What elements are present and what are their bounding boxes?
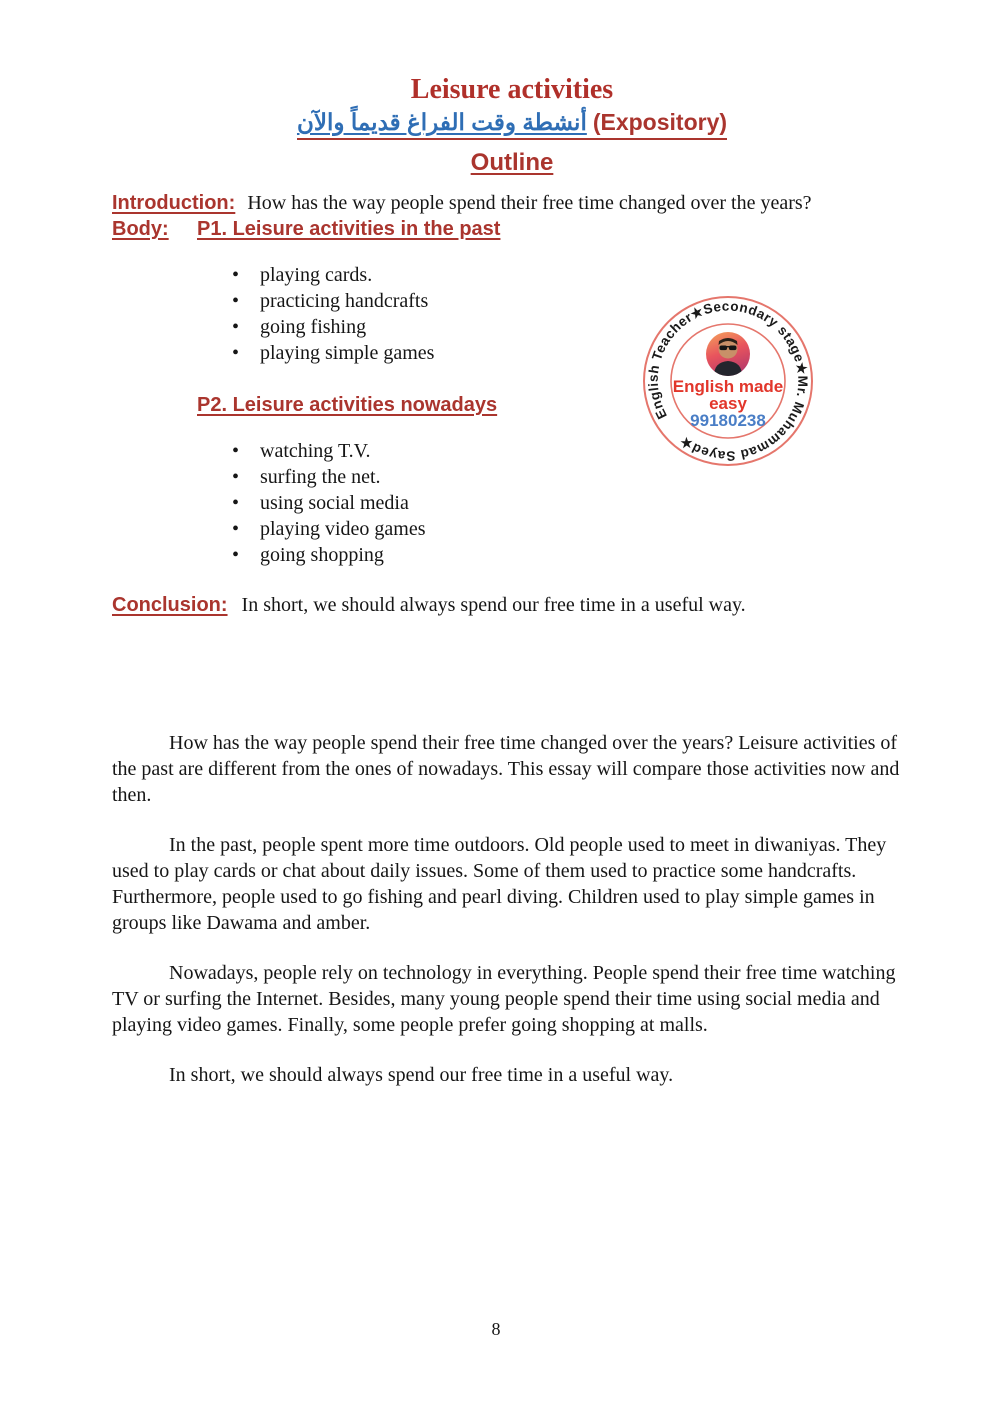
list-item: • watching T.V.	[112, 438, 912, 464]
list-item: • surfing the net.	[112, 464, 912, 490]
stamp-ring-text: English Teacher★Secondary stage★Mr. Muhammad Sayed★	[645, 298, 811, 464]
outline-heading: Outline	[470, 149, 554, 176]
list-item: • going shopping	[112, 542, 912, 568]
conclusion-text: In short, we should always spend our free time in a useful way.	[241, 594, 746, 616]
stamp-phone-number: 99180238	[690, 411, 766, 430]
p2-heading: P2. Leisure activities nowadays	[197, 394, 498, 416]
body-label: Body:	[112, 218, 169, 240]
conclusion-row	[112, 592, 912, 618]
p1-heading: P1. Leisure activities in the past	[197, 218, 501, 240]
teacher-stamp	[643, 296, 813, 466]
avatar	[706, 332, 750, 376]
stamp-slogan-line2: easy	[709, 394, 747, 413]
stamp-center-text	[643, 378, 813, 429]
list-item: • practicing handcrafts	[112, 288, 912, 314]
introduction-label: Introduction:	[112, 192, 236, 214]
introduction-text: How has the way people spend their free time changed over the years?	[247, 192, 812, 214]
list-item: • using social media	[112, 490, 912, 516]
page-number: 8	[491, 1319, 501, 1339]
essay-body	[112, 730, 917, 1088]
subtitle-expository: (Expository)	[592, 109, 728, 135]
essay-paragraph: In short, we should always spend our free time in a useful way.	[169, 1064, 674, 1086]
introduction-row	[112, 190, 912, 216]
list-item: • playing video games	[112, 516, 912, 542]
list-item: • going fishing	[112, 314, 912, 340]
stamp-slogan-line1: English made	[672, 377, 784, 396]
page-title: Leisure activities	[410, 74, 614, 105]
subtitle-line	[112, 107, 912, 140]
essay-paragraph: How has the way people spend their free time changed over the years? Leisure activities of the past are different from the ones of nowadays. This essay will compare those activities now and then.	[112, 732, 900, 806]
subtitle-inner	[297, 107, 727, 140]
list-item: • playing cards.	[112, 262, 912, 288]
essay-paragraph: Nowadays, people rely on technology in everything. People spend their free time watching TV or surfing the Internet. Besides, many young people spend their time using social media and playing video games. Finally, some people prefer going shopping at malls.	[112, 962, 896, 1036]
avatar-photo-icon	[706, 332, 750, 376]
body-row	[112, 216, 912, 242]
subtitle-arabic: أنشطة وقت الفراغ قديماً والآن	[296, 109, 587, 135]
list-item: • playing simple games	[112, 340, 912, 366]
essay-paragraph: In the past, people spent more time outdoors. Old people used to meet in diwaniyas. They used to play cards or chat about daily issues. Some of them used to practice some handcrafts. Furthermore, people used to go fishing and pearl diving. Children used to play simple games in groups like Dawama and amber.	[112, 834, 887, 934]
conclusion-label: Conclusion:	[112, 594, 228, 616]
